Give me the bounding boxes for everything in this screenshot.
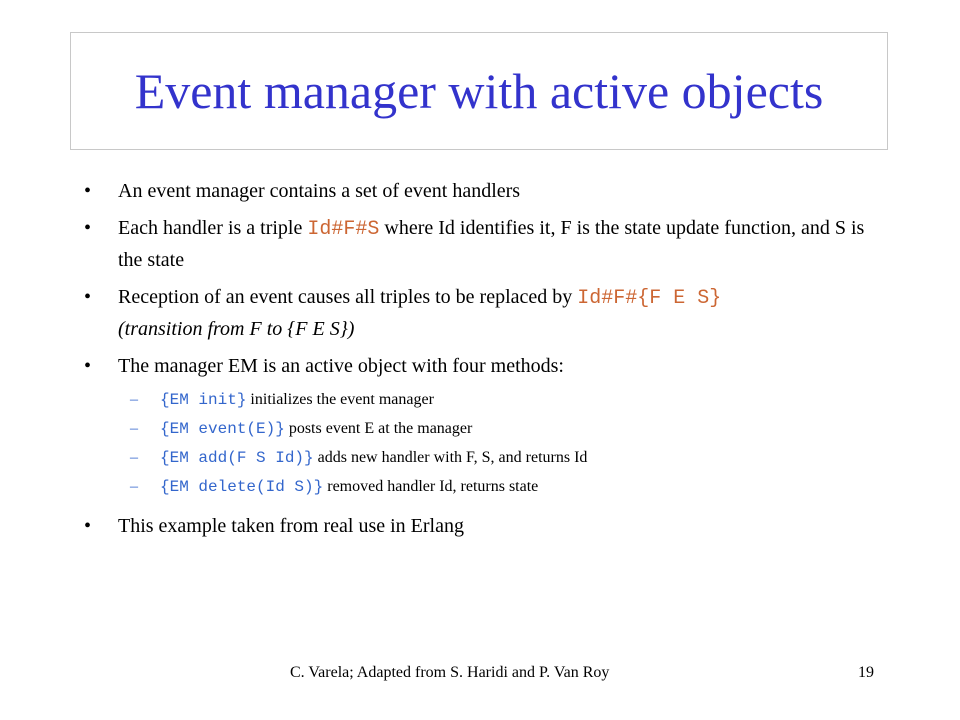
footer-credit: C. Varela; Adapted from S. Haridi and P. Van Roy <box>290 664 610 681</box>
bullet-icon: • <box>84 180 92 202</box>
title-box <box>70 32 888 150</box>
slide-content <box>0 176 960 548</box>
bullet-item <box>0 511 960 542</box>
page-number: 19 <box>858 664 874 681</box>
method-code: {EM event(E)} <box>160 420 285 438</box>
method-item <box>0 475 960 499</box>
code-snippet: Id#F#S <box>307 218 380 241</box>
bullet-item <box>0 351 960 382</box>
method-item <box>0 388 960 412</box>
method-code: {EM init} <box>160 391 247 409</box>
bullet-text: The manager EM is an active object with four methods: <box>118 355 564 377</box>
method-code: {EM delete(Id S)} <box>160 478 324 496</box>
bullet-icon: • <box>84 217 92 239</box>
bullet-text: Each handler is a triple <box>118 217 308 239</box>
bullet-icon: • <box>84 355 92 377</box>
method-desc: initializes the event manager <box>246 391 434 408</box>
method-item <box>0 417 960 441</box>
slide-title: Event manager with active objects <box>134 63 824 119</box>
code-snippet: Id#F#{F E S} <box>577 287 722 310</box>
dash-icon: – <box>130 478 138 495</box>
dash-icon: – <box>130 449 138 466</box>
bullet-text: where Id identifies it, F is the state update function, and S is the state <box>118 217 865 271</box>
bullet-icon: • <box>84 286 92 308</box>
method-code: {EM add(F S Id)} <box>160 449 314 467</box>
bullet-text: An event manager contains a set of event handlers <box>118 180 521 202</box>
bullet-italic-note: (transition from F to {F E S}) <box>118 318 355 340</box>
dash-icon: – <box>130 391 138 408</box>
method-desc: adds new handler with F, S, and returns Id <box>313 449 588 466</box>
method-desc: posts event E at the manager <box>284 420 473 437</box>
method-item <box>0 446 960 470</box>
dash-icon: – <box>130 420 138 437</box>
bullet-icon: • <box>84 515 92 537</box>
bullet-text: This example taken from real use in Erlang <box>118 515 464 537</box>
method-desc: removed handler Id, returns state <box>323 478 539 495</box>
bullet-item <box>0 176 960 207</box>
bullet-item <box>0 213 960 276</box>
methods-list <box>0 388 960 499</box>
bullet-text: Reception of an event causes all triples to be replaced by <box>118 286 578 308</box>
bullet-item <box>0 282 960 345</box>
